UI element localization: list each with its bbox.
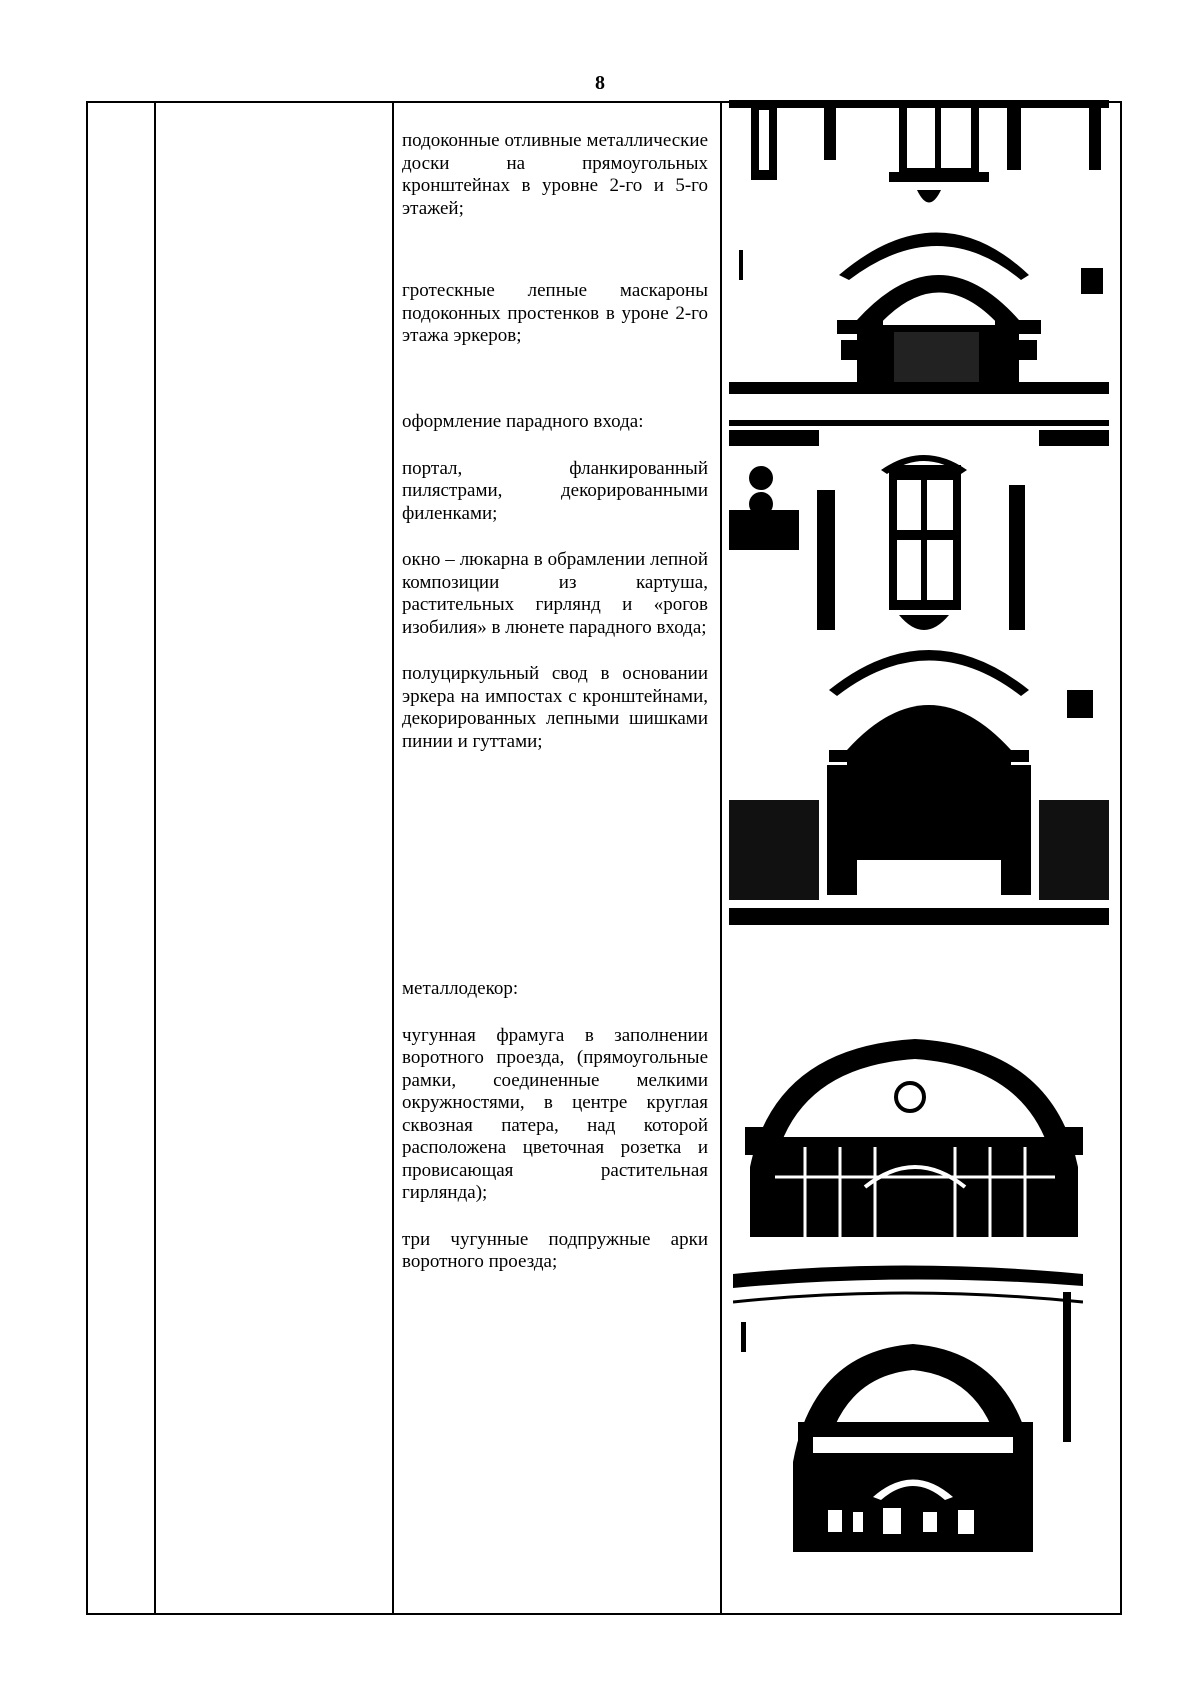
item-mascarons: гротескные лепные маскароны подоконных простенков в уроне 2-го этажа эркеров; [402,280,708,346]
main-entrance-photo [729,420,1109,925]
item-arches: три чугунные подпружные арки воротного проезда; [402,1228,708,1272]
facade-upper-windows-photo [729,100,1109,394]
row-1-text [402,130,708,348]
column-divider [720,103,722,1613]
heading-metal-decor: металлодекор: [402,978,519,999]
page-number: 8 [595,72,605,94]
item-portal: портал, фланкированный пилястрами, декорированными филенками; [402,457,708,524]
row-3-text [402,978,708,1274]
item-vault: полуциркульный свод в основании эркера на импостах с кронштейнами, декорированных лепными шишками пинии и гуттами; [402,663,708,752]
item-window-sills: подоконные отливные металлические доски на прямоугольных кронштейнах в уровне 2-го и 5-го этажей; [402,130,708,219]
heading-main-entrance: оформление парадного входа: [402,411,644,432]
item-transom: чугунная фрамуга в заполнении воротного проезда, (прямоугольные рамки, соединенные мелкими окружностями, в центре круглая сквозная патера, над которой расположена цветочная розетка и провисающая растительная гирлянда); [402,1024,708,1203]
column-divider [154,103,156,1613]
item-lucarne: окно – люкарна в обрамлении лепной композиции из картуша, растительных гирлянд и «рогов изобилия» в люнете парадного входа; [402,549,708,638]
row-2-text [402,411,708,753]
gateway-arch-photo [733,1262,1083,1552]
column-divider [392,103,394,1613]
cast-iron-transom-photo [745,1027,1083,1237]
